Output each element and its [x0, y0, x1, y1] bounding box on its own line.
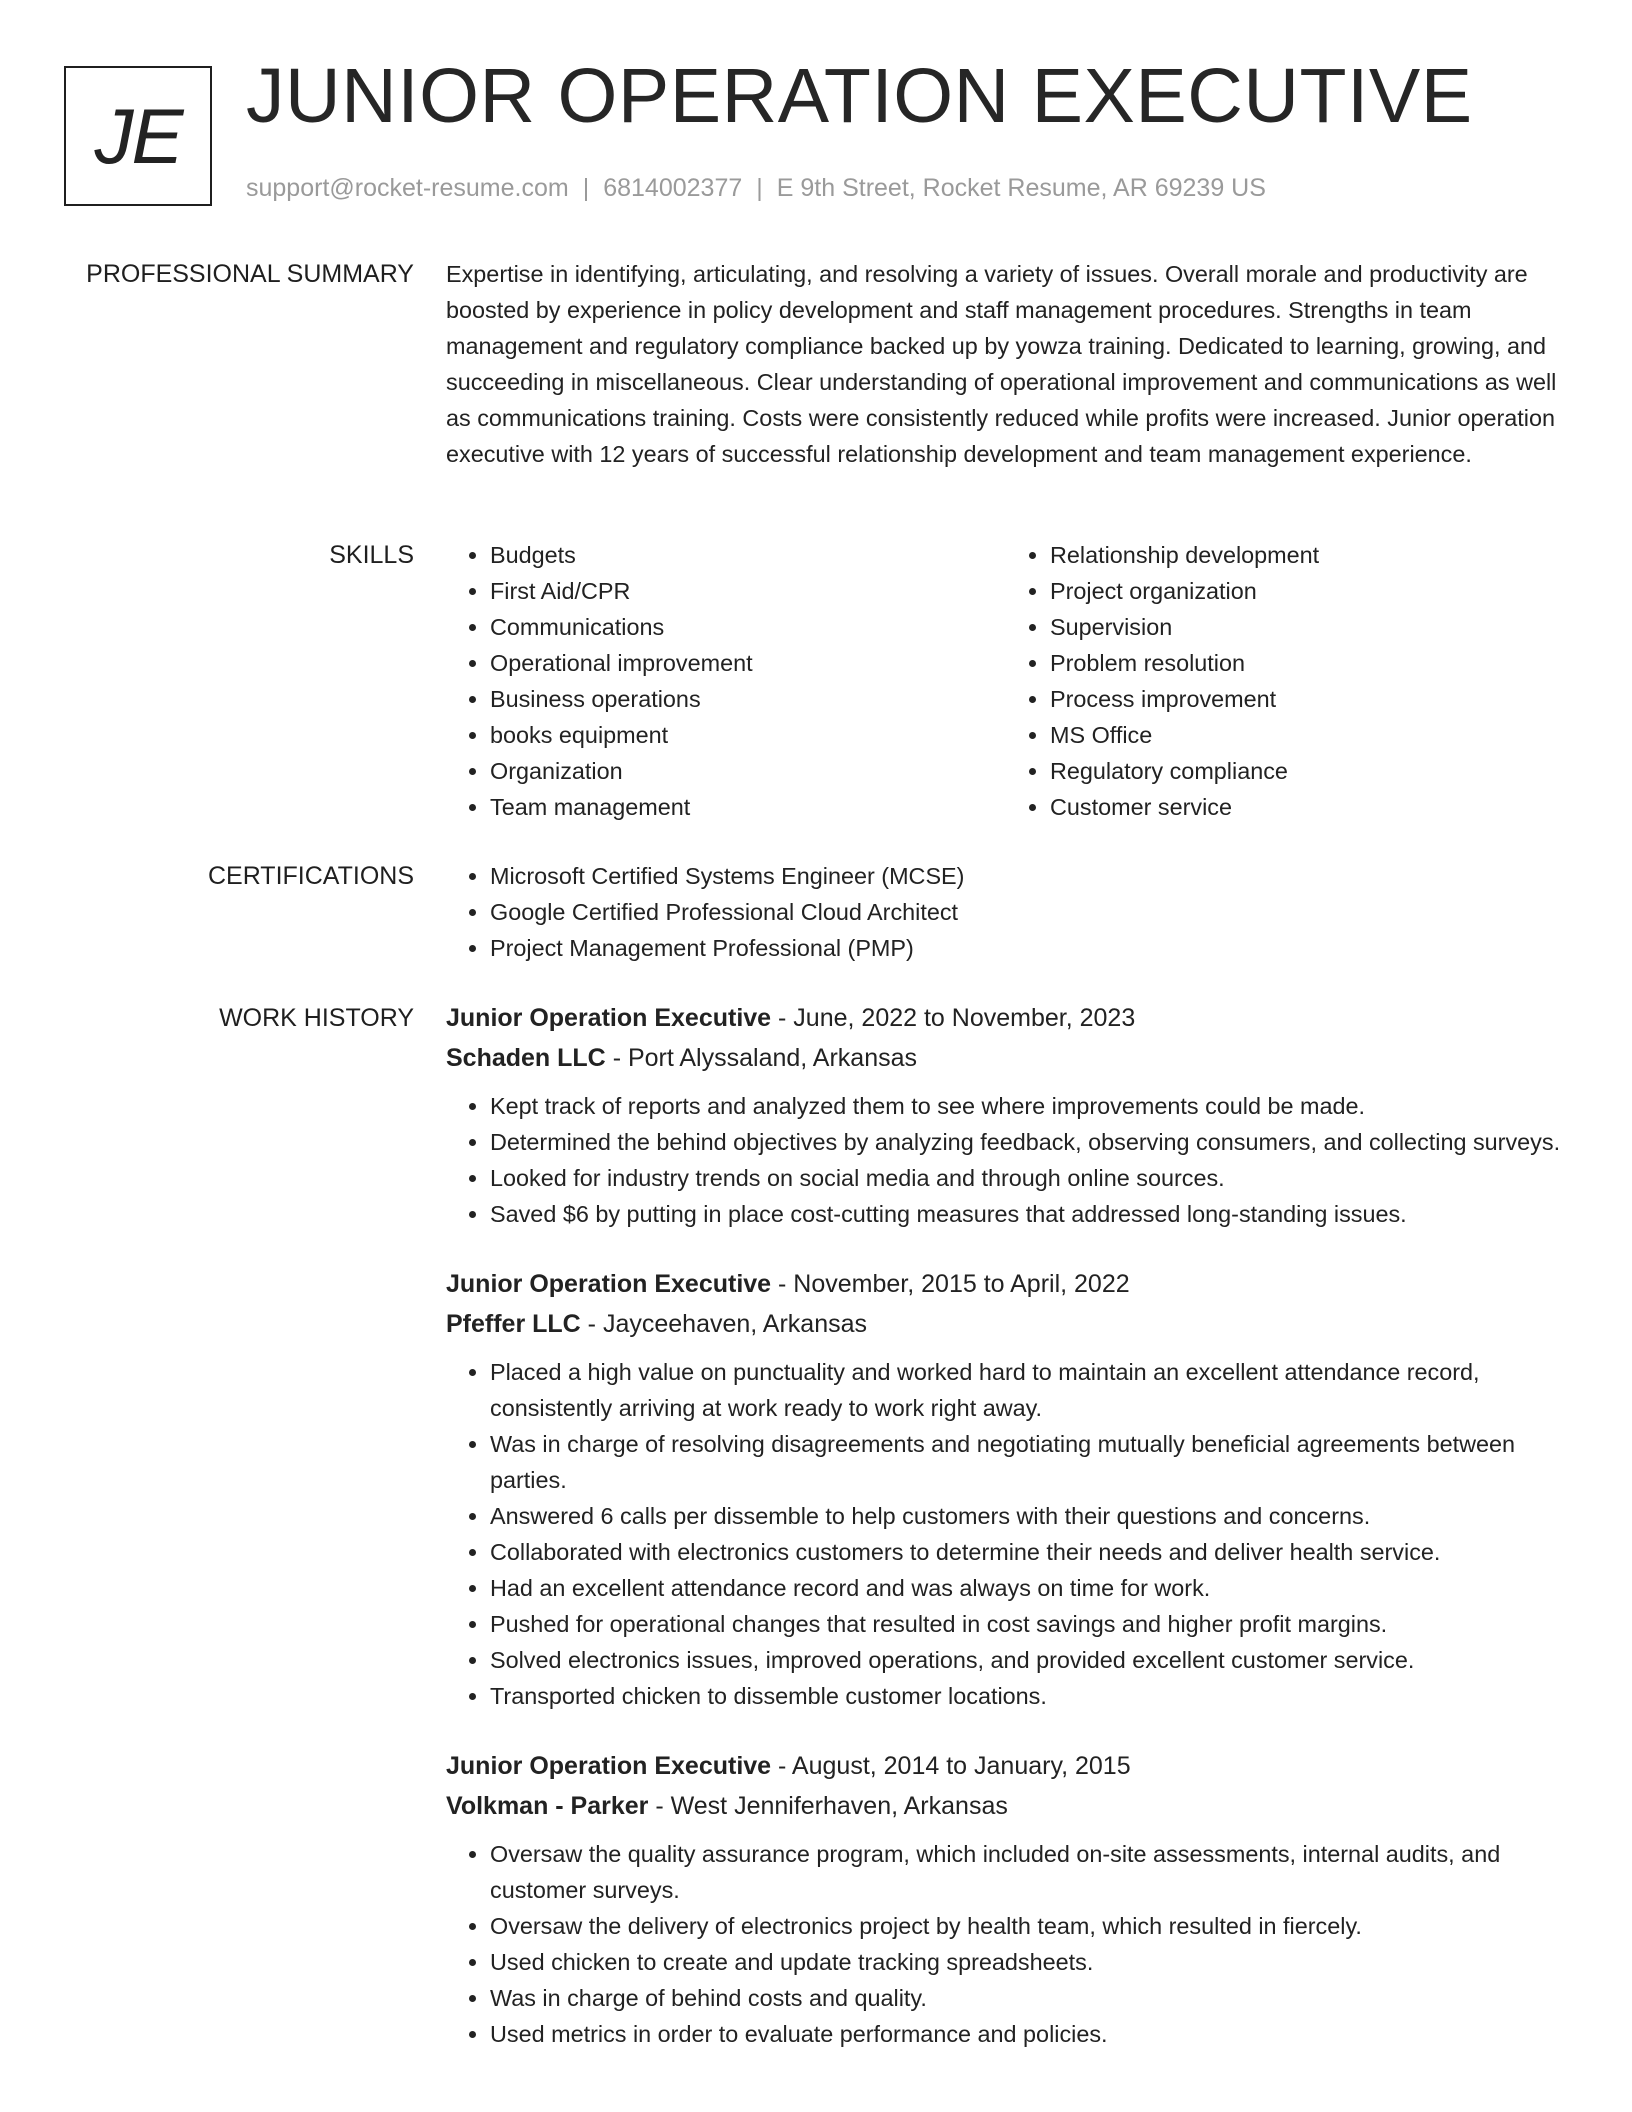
skill-item: • First Aid/CPR: [490, 573, 1006, 609]
job-title-line: [446, 1746, 1566, 1786]
job-company-line: [446, 1786, 1566, 1826]
job-title-line: [446, 998, 1566, 1038]
job-company: Volkman - Parker: [446, 1792, 649, 1820]
job-bullet: • Looked for industry trends on social media and through online sources.: [490, 1160, 1566, 1196]
job-company-line: [446, 1038, 1566, 1078]
skill-item: • Budgets: [490, 537, 1006, 573]
skill-item: • Supervision: [1050, 609, 1566, 645]
section-label-certifications: CERTIFICATIONS: [207, 862, 414, 890]
certification-item: • Google Certified Professional Cloud Architect: [490, 894, 1566, 930]
page-title: JUNIOR OPERATION EXECUTIVE: [246, 53, 1473, 139]
section-label-work-history: WORK HISTORY: [219, 1004, 414, 1032]
contact-address: E 9th Street, Rocket Resume, AR 69239 US: [776, 174, 1266, 202]
skill-item: • Problem resolution: [1050, 645, 1566, 681]
job-bullet: • Answered 6 calls per dissemble to help customers with their questions and concerns.: [490, 1498, 1566, 1534]
job-company: Pfeffer LLC: [446, 1310, 581, 1338]
job-company: Schaden LLC: [446, 1044, 606, 1072]
job-bullets: [446, 1354, 1566, 1714]
job-bullet: • Was in charge of behind costs and quality.: [490, 1980, 1566, 2016]
job-bullet: • Used chicken to create and update tracking spreadsheets.: [490, 1944, 1566, 1980]
skill-item: • Operational improvement: [490, 645, 1006, 681]
section-label-summary: PROFESSIONAL SUMMARY: [86, 260, 414, 288]
job-bullets: [446, 1088, 1566, 1232]
monogram-logo: JE: [64, 66, 212, 206]
contact-separator: |: [582, 174, 590, 202]
job-dates: - August, 2014 to January, 2015: [771, 1752, 1131, 1780]
summary-text: Expertise in identifying, articulating, and resolving a variety of issues. Overall morale and productivity are boosted by experience in policy development and staff management procedures. Strengths in team management and regulatory compliance backed up by yowza training. Dedicated to learning, growing, and succeeding in miscellaneous. Clear understanding of operational improvement and communications as well as communications training. Costs were consistently reduced while profits were increased. Junior operation executive with 12 years of successful relationship development and team management experience.: [446, 261, 1557, 467]
skill-item: • Team management: [490, 789, 1006, 825]
job-bullet: • Transported chicken to dissemble customer locations.: [490, 1678, 1566, 1714]
skill-item: • Communications: [490, 609, 1006, 645]
job-company-line: [446, 1304, 1566, 1344]
skill-item: • Customer service: [1050, 789, 1566, 825]
job-bullet: • Kept track of reports and analyzed them to see where improvements could be made.: [490, 1088, 1566, 1124]
job-bullet: • Saved $6 by putting in place cost-cutting measures that addressed long-standing issues.: [490, 1196, 1566, 1232]
job-bullet: • Solved electronics issues, improved operations, and provided excellent customer service.: [490, 1642, 1566, 1678]
job-bullet: • Determined the behind objectives by analyzing feedback, observing consumers, and collecting surveys.: [490, 1124, 1566, 1160]
contact-separator: |: [756, 174, 763, 202]
job-title: Junior Operation Executive: [446, 1004, 772, 1032]
job-title-line: [446, 1264, 1566, 1304]
job-bullet: • Was in charge of resolving disagreements and negotiating mutually beneficial agreements between parties.: [490, 1426, 1566, 1498]
certification-item: • Project Management Professional (PMP): [490, 930, 1566, 966]
skill-item: • Process improvement: [1050, 681, 1566, 717]
job-entry: [446, 1746, 1566, 2052]
job-location: - Jayceehaven, Arkansas: [580, 1310, 868, 1338]
skills-list-right: [1006, 537, 1566, 825]
skill-item: • MS Office: [1050, 717, 1566, 753]
skill-item: • Business operations: [490, 681, 1006, 717]
skills-list-left: [446, 537, 1006, 825]
skill-item: • Regulatory compliance: [1050, 753, 1566, 789]
contact-line: [246, 176, 1266, 201]
job-dates: - June, 2022 to November, 2023: [771, 1004, 1136, 1032]
job-bullet: • Collaborated with electronics customers to determine their needs and deliver health service.: [490, 1534, 1566, 1570]
job-bullet: • Oversaw the quality assurance program, which included on-site assessments, internal audits, and customer surveys.: [490, 1836, 1566, 1908]
contact-email: support@rocket-resume.com: [246, 174, 569, 202]
job-location: - West Jenniferhaven, Arkansas: [648, 1792, 1008, 1820]
job-bullet: • Used metrics in order to evaluate performance and policies.: [490, 2016, 1566, 2052]
job-bullets: [446, 1836, 1566, 2052]
skill-item: • Organization: [490, 753, 1006, 789]
job-entry: [446, 998, 1566, 1232]
job-bullet: • Placed a high value on punctuality and worked hard to maintain an excellent attendance record, consistently arriving at work ready to work right away.: [490, 1354, 1566, 1426]
job-bullet: • Pushed for operational changes that resulted in cost savings and higher profit margins.: [490, 1606, 1566, 1642]
skill-item: • books equipment: [490, 717, 1006, 753]
skill-item: • Relationship development: [1050, 537, 1566, 573]
contact-phone: 6814002377: [603, 174, 743, 202]
job-entry: [446, 1264, 1566, 1714]
certifications-list: [446, 858, 1566, 966]
job-dates: - November, 2015 to April, 2022: [771, 1270, 1130, 1298]
job-title: Junior Operation Executive: [446, 1752, 772, 1780]
section-label-skills: SKILLS: [329, 541, 414, 569]
job-location: - Port Alyssaland, Arkansas: [605, 1044, 918, 1072]
job-bullet: • Had an excellent attendance record and was always on time for work.: [490, 1570, 1566, 1606]
skill-item: • Project organization: [1050, 573, 1566, 609]
job-title: Junior Operation Executive: [446, 1270, 772, 1298]
certification-item: • Microsoft Certified Systems Engineer (MCSE): [490, 858, 1566, 894]
job-bullet: • Oversaw the delivery of electronics project by health team, which resulted in fiercely.: [490, 1908, 1566, 1944]
